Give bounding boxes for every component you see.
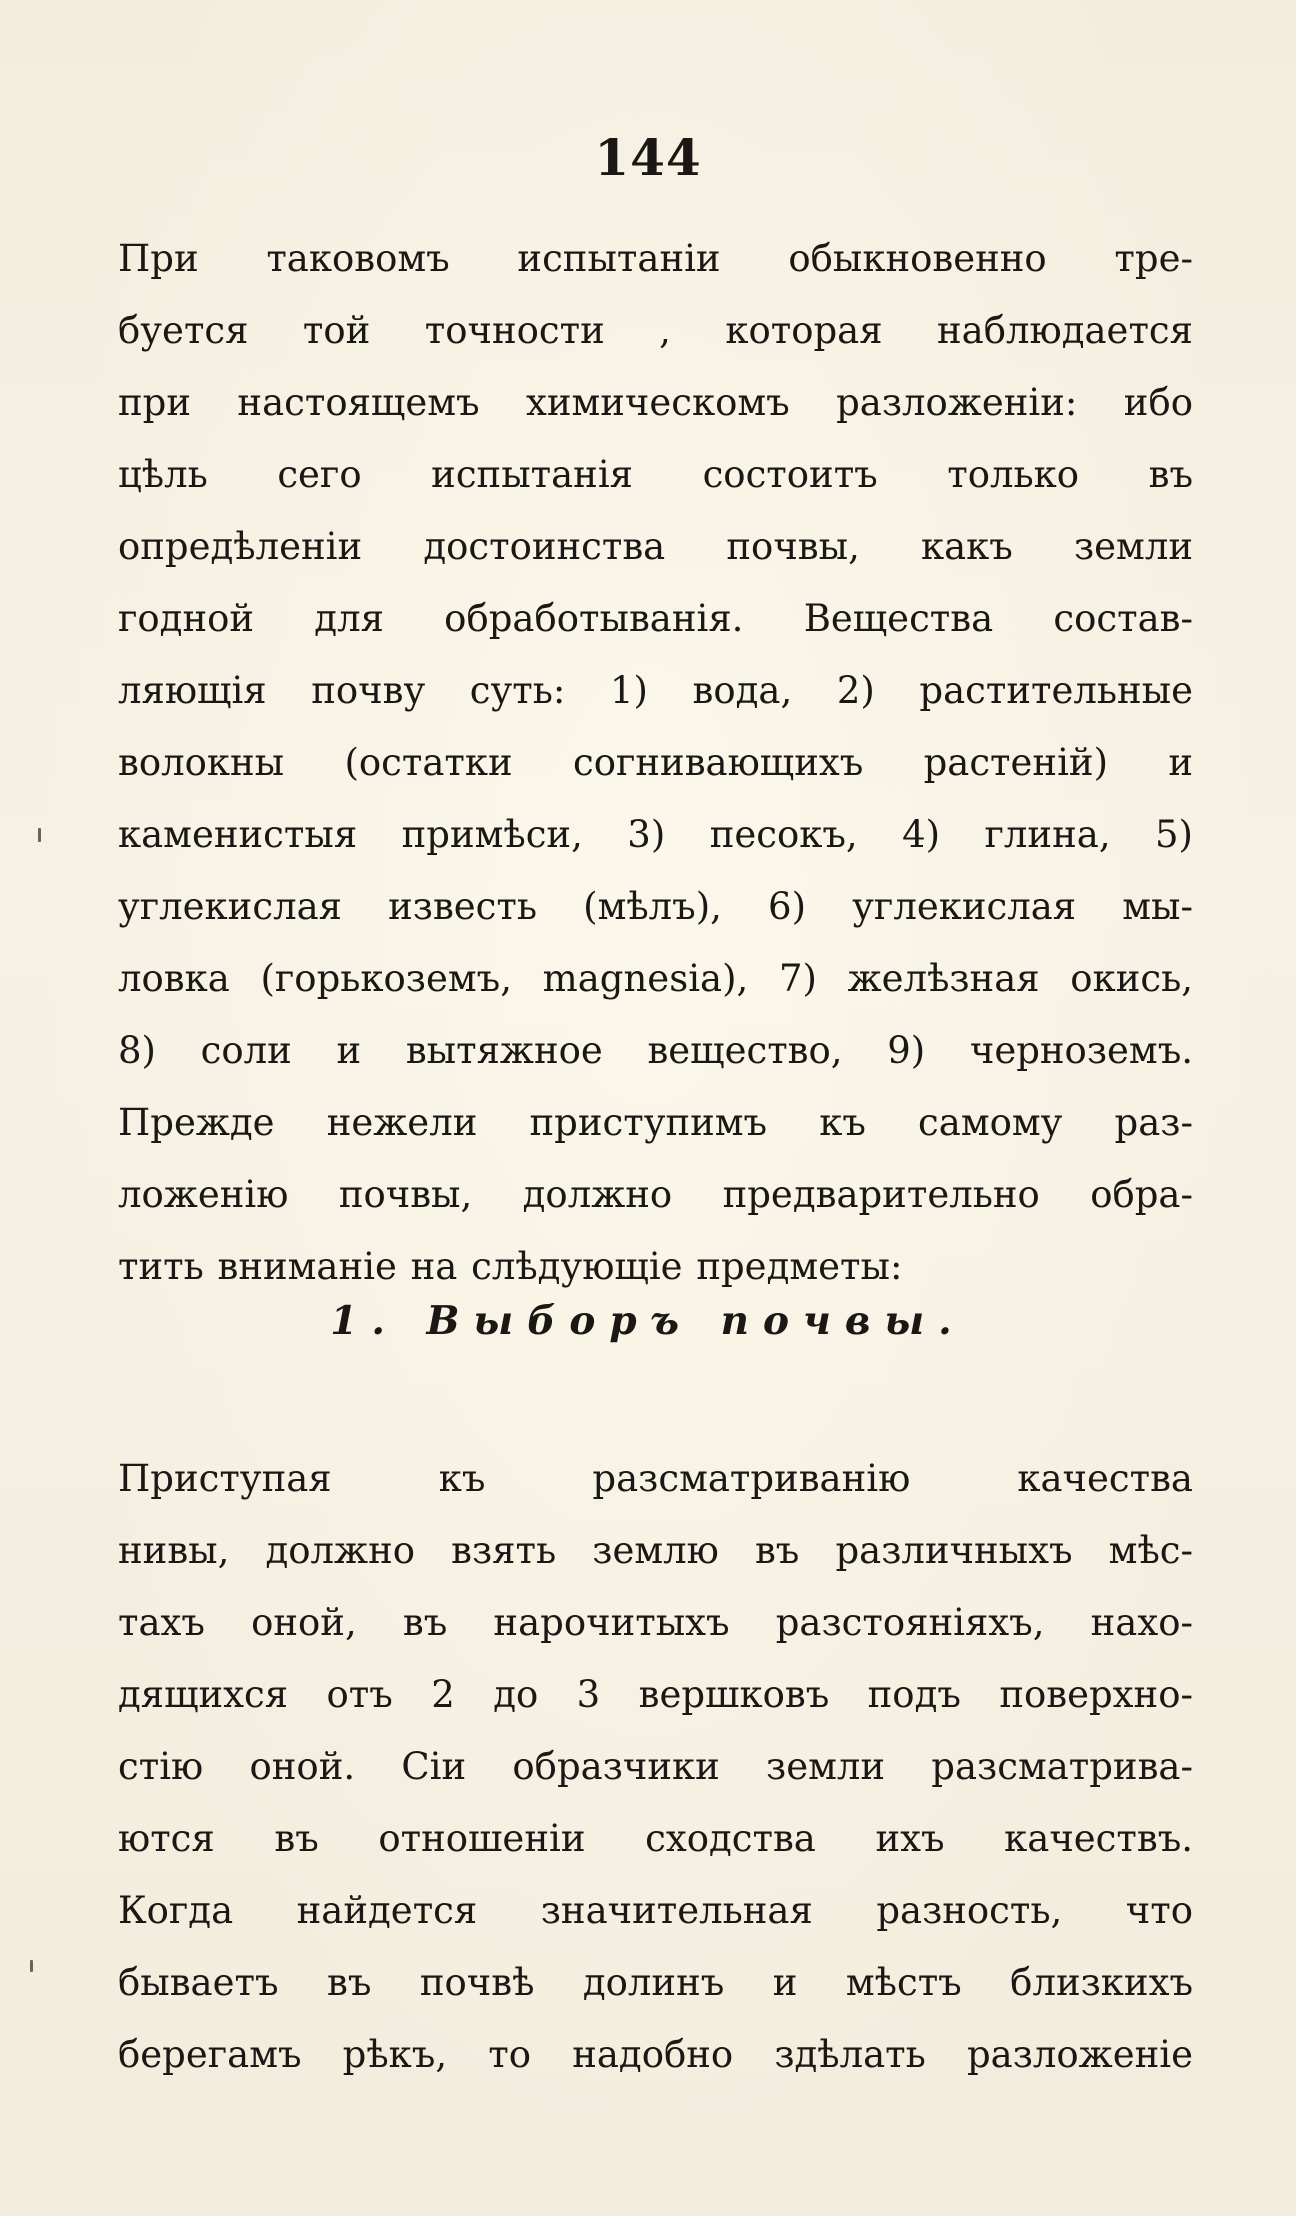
text-line: цѣль сего испытанія состоитъ только въ <box>118 453 1193 496</box>
page-number: 144 <box>594 128 702 187</box>
margin-speck <box>38 828 41 842</box>
text-line: При таковомъ испытаніи обыкновенно тре- <box>118 237 1193 280</box>
text-line: ловка (горькоземъ, magnesia), 7) желѣзная окись, <box>118 957 1193 1000</box>
text-line: тахъ оной, въ нарочитыхъ разстояніяхъ, нахо- <box>118 1601 1193 1644</box>
margin-speck <box>30 1960 33 1972</box>
text-line: Когда найдется значительная разность, что <box>118 1889 1193 1932</box>
text-line: бываетъ въ почвѣ долинъ и мѣстъ близкихъ <box>118 1961 1193 2004</box>
section-heading: 1. Выборъ почвы. <box>330 1298 966 1344</box>
text-line: нивы, должно взять землю въ различныхъ мѣс- <box>118 1529 1193 1572</box>
paragraph-intro <box>118 223 1193 1303</box>
text-line: буется той точности , которая наблюдается <box>118 309 1193 352</box>
text-line: Приступая къ разсматриванію качества <box>118 1457 1193 1500</box>
text-line: углекислая известь (мѣлъ), 6) углекислая мы- <box>118 885 1193 928</box>
text-line: ложенію почвы, должно предварительно обра- <box>118 1173 1193 1216</box>
text-line: при настоящемъ химическомъ разложеніи: ибо <box>118 381 1193 424</box>
paragraph-soil-selection <box>118 1443 1193 2091</box>
text-line: Прежде нежели приступимъ къ самому раз- <box>118 1101 1193 1144</box>
text-line: стію оной. Сіи образчики земли разсматрива- <box>118 1745 1193 1788</box>
text-line: тить вниманіе на слѣдующіе предметы: <box>118 1245 903 1288</box>
text-line: волокны (остатки согнивающихъ растеній) и <box>118 741 1193 784</box>
text-line: дящихся отъ 2 до 3 вершковъ подъ поверхно- <box>118 1673 1193 1716</box>
text-line: берегамъ рѣкъ, то надобно здѣлать разложеніе <box>118 2033 1193 2076</box>
text-line: 8) соли и вытяжное вещество, 9) черноземъ. <box>118 1029 1193 1072</box>
text-line: опредѣленіи достоинства почвы, какъ земли <box>118 525 1193 568</box>
text-line: годной для обработыванія. Вещества состав- <box>118 597 1193 640</box>
text-line: каменистыя примѣси, 3) песокъ, 4) глина, 5) <box>118 813 1193 856</box>
text-line: ются въ отношеніи сходства ихъ качествъ. <box>118 1817 1193 1860</box>
text-line: ляющія почву суть: 1) вода, 2) растительные <box>118 669 1193 712</box>
